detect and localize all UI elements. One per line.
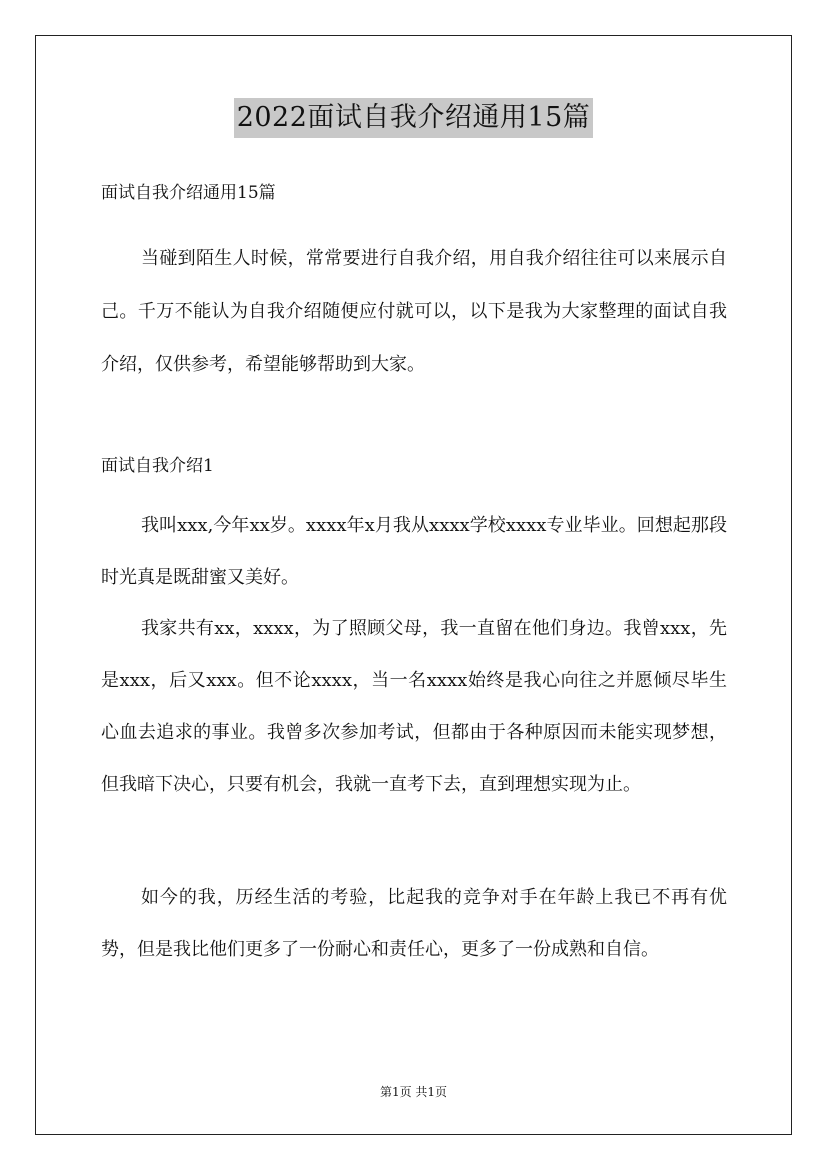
body-paragraph-1: 我叫xxx,今年xx岁。xxxx年x月我从xxxx学校xxxx专业毕业。回想起那段时光真是既甜蜜又美好。	[101, 515, 727, 588]
body-paragraph-3: 如今的我，历经生活的考验，比起我的竞争对手在年龄上我已不再有优势，但是我比他们更多了一份耐心和责任心，更多了一份成熟和自信。	[101, 887, 727, 960]
body-paragraph-2: 我家共有xx，xxxx，为了照顾父母，我一直留在他们身边。我曾xxx，先是xxx，后又xxx。但不论xxxx，当一名xxxx始终是我心向往之并愿倾尽毕生心血去追求的事业。我曾多次参加考试，但都由于各种原因而未能实现梦想，但我暗下决心，只要有机会，我就一直考下去，直到理想实现为止。	[101, 618, 727, 795]
intro-paragraph: 当碰到陌生人时候，常常要进行自我介绍，用自我介绍往往可以来展示自己。千万不能认为自我介绍随便应付就可以，以下是我为大家整理的面试自我介绍，仅供参考，希望能够帮助到大家。	[101, 248, 727, 375]
section-heading: 面试自我介绍1	[101, 456, 214, 476]
document-subtitle: 面试自我介绍通用15篇	[101, 183, 276, 203]
title-container	[0, 98, 827, 138]
document-title: 2022面试自我介绍通用15篇	[234, 98, 594, 138]
page-footer: 第1页 共1页	[379, 1085, 448, 1099]
